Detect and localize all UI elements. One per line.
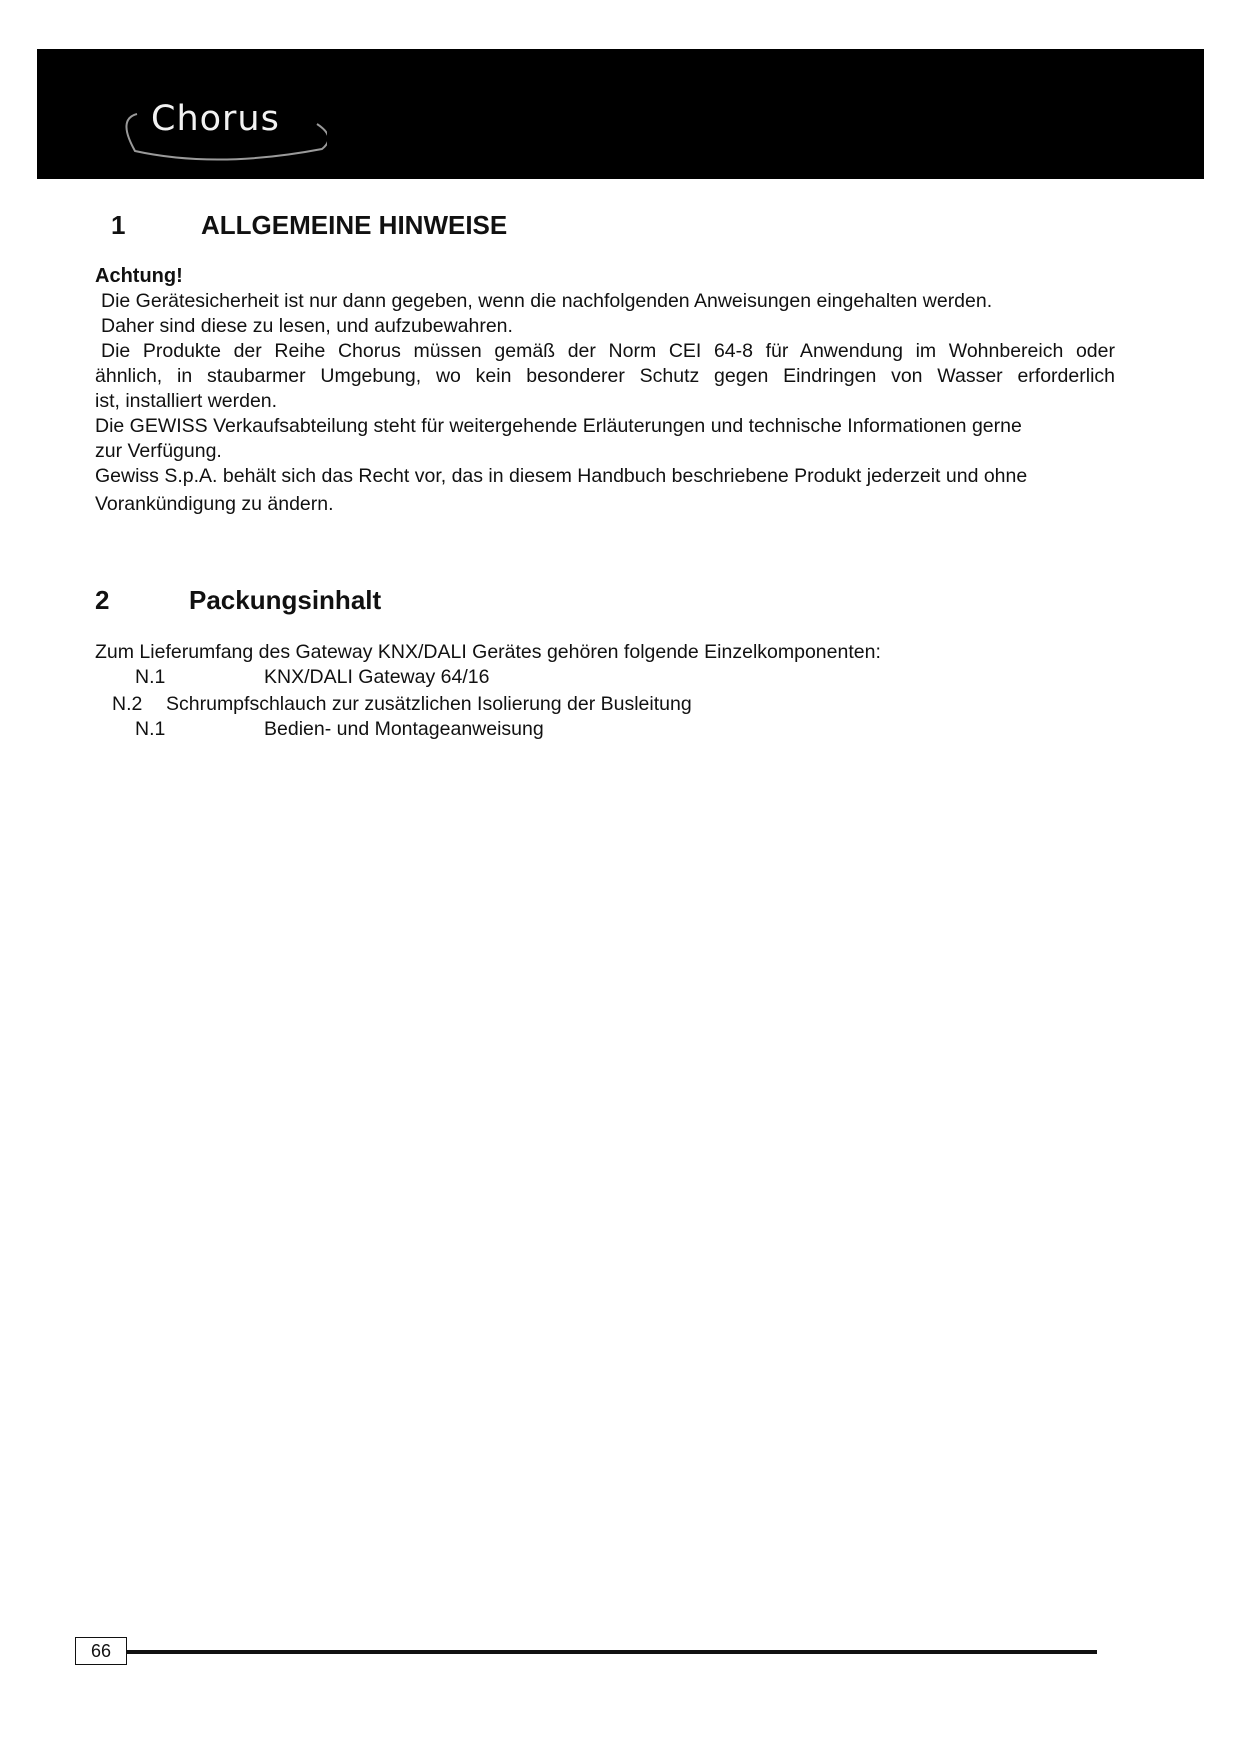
- section-1-body: [95, 264, 1115, 517]
- body-line: zur Verfügung.: [95, 440, 222, 462]
- package-intro: Zum Lieferumfang des Gateway KNX/DALI Gerätes gehören folgende Einzelkomponenten:: [95, 641, 881, 663]
- section-1-number: 1: [111, 210, 126, 240]
- warning-label: Achtung!: [95, 265, 183, 287]
- section-1-title: ALLGEMEINE HINWEISE: [201, 210, 508, 240]
- logo-text: Chorus: [151, 99, 280, 139]
- body-line: Daher sind diese zu lesen, und aufzubewahren.: [101, 315, 513, 337]
- body-line: Die Produkte der Reihe Chorus müssen gemäß der Norm CEI 64-8 für Anwendung im Wohnbereich oder: [101, 340, 1115, 362]
- body-line: ähnlich, in staubarmer Umgebung, wo kein besonderer Schutz gegen Eindringen von Wasser erforderlich: [95, 365, 1115, 387]
- package-item-qty: N.1: [135, 666, 166, 688]
- package-item-qty: N.2: [112, 693, 143, 715]
- package-item-desc: Schrumpfschlauch zur zusätzlichen Isolierung der Busleitung: [166, 693, 692, 715]
- body-line: Vorankündigung zu ändern.: [95, 493, 334, 515]
- body-line: ist, installiert werden.: [95, 390, 278, 412]
- package-item-qty: N.1: [135, 718, 166, 740]
- body-line: Gewiss S.p.A. behält sich das Recht vor, das in diesem Handbuch beschriebene Produkt jederzeit und ohne: [95, 465, 1028, 487]
- section-2-title: Packungsinhalt: [189, 585, 382, 615]
- package-item-desc: Bedien- und Montageanweisung: [264, 718, 544, 740]
- chorus-logo: [97, 89, 297, 159]
- body-line: Die Gerätesicherheit ist nur dann gegeben, wenn die nachfolgenden Anweisungen eingehalten werden.: [101, 290, 993, 312]
- package-item-desc: KNX/DALI Gateway 64/16: [264, 666, 490, 688]
- header-bar: [37, 49, 1204, 179]
- body-line: Die GEWISS Verkaufsabteilung steht für weitergehende Erläuterungen und technische Informationen gerne: [95, 415, 1022, 437]
- page-number: 66: [75, 1637, 127, 1665]
- section-2-number: 2: [95, 585, 110, 615]
- footer-rule: [127, 1650, 1097, 1654]
